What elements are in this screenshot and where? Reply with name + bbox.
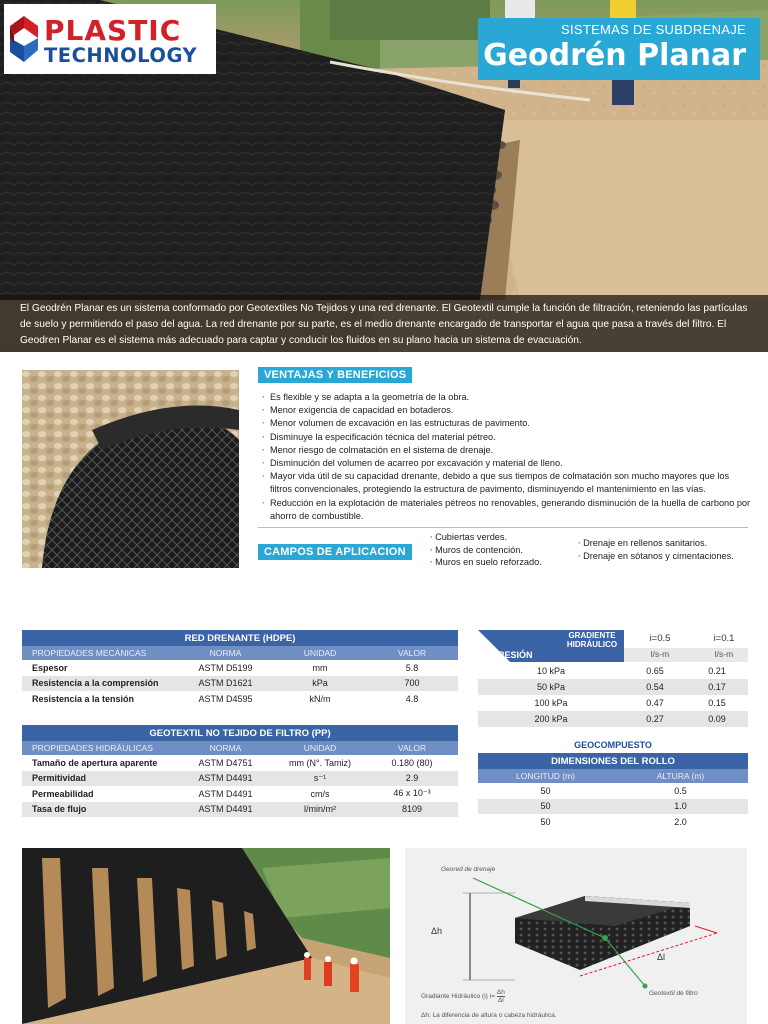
table-row: Tasa de flujo ASTM D4491 l/min/m² 8109 xyxy=(22,802,458,818)
table-title: RED DRENANTE (HDPE) xyxy=(22,630,458,646)
list-item: · Disminuye la especificación técnica del material pétreo. xyxy=(262,431,752,444)
list-item: · Muros en suelo reforzado. xyxy=(430,557,542,567)
applications-list-2 xyxy=(578,537,734,562)
installation-photo-image xyxy=(22,848,390,1024)
geored-label: Geored de drenaje xyxy=(441,866,496,873)
product-title: Geodrén Planar xyxy=(483,38,746,73)
benefits-list xyxy=(262,391,752,523)
unit-col-2: l/s-m xyxy=(714,649,734,659)
list-item: · Muros de contención. xyxy=(430,544,523,555)
intro-text: El Geodrén Planar es un sistema conformado por Geotextiles No Tejidos y una red drenante. El Geotextil cumple la función de filtración, reteniendo las partículas de suelo y permitiendo el paso del agua. La red drenante por su parte, es el medio drenante encargado de transportar el agua que pasa a través del filtro. El Geodren Planar es el sistema más adecuado para captar y conducir los fluidos en su plano hacia un sistema de evacuación. xyxy=(20,303,748,346)
table-header: ALTURA (m) xyxy=(613,769,748,783)
brand-logo xyxy=(4,4,216,74)
table-header: NORMA xyxy=(177,741,274,755)
bullet-icon: · xyxy=(430,532,434,542)
product-title-box xyxy=(478,18,760,80)
list-item: · Drenaje en rellenos sanitarios. xyxy=(578,538,708,548)
list-item: · Reducción en la explotación de materiales pétreos no renovables, generando disminución de la huella de carbono por ahorro de combustible. xyxy=(262,497,752,523)
table-header: UNIDAD xyxy=(274,646,366,660)
list-item: · Mayor vida útil de su capacidad drenante, debido a que sus tiempos de colmatación son mucho mayores que los filtros convencionales, protegiendo la estructura de pavimento, disminuyendo el mantenimiento en las vías. xyxy=(262,470,752,496)
list-item: · Menor riesgo de colmatación en el sistema de drenaje. xyxy=(262,444,752,457)
table-header: VALOR xyxy=(366,741,458,755)
table-header: VALOR xyxy=(366,646,458,660)
pressure-table xyxy=(478,663,748,727)
gradient-label: GRADIENTE HIDRÁULICO xyxy=(566,631,618,649)
list-item: · Menor exigencia de capacidad en botaderos. xyxy=(262,404,752,417)
table-header: NORMA xyxy=(177,646,274,660)
bullet-icon: · xyxy=(578,550,582,561)
table-title: GEOTEXTIL NO TEJIDO DE FILTRO (PP) xyxy=(22,725,458,741)
product-photo xyxy=(22,370,239,568)
delta-l-label: Δl xyxy=(657,952,666,962)
table-header: LONGITUD (m) xyxy=(478,769,613,783)
gradient-col-1: i=0.5 xyxy=(649,633,671,644)
table-row: Tamaño de apertura aparente ASTM D4751 mm (N°. Tamiz) 0.180 (80) xyxy=(32,757,433,768)
table-row: Espesor ASTM D5199 mm 5.8 xyxy=(32,662,419,673)
hero-banner xyxy=(0,0,768,352)
table-row: Resistencia a la comprensión ASTM D1621 kPa 700 xyxy=(22,676,458,692)
brand-logo-icon xyxy=(10,16,40,62)
applications-list-1 xyxy=(430,531,542,569)
table-row: 50 2.0 xyxy=(540,816,687,827)
red-drenante-table xyxy=(22,630,458,707)
applications-heading: CAMPOS DE APLICACION xyxy=(258,544,412,560)
table-header: PROPIEDADES HIDRÁULICAS xyxy=(22,741,177,755)
roll-table xyxy=(478,753,748,830)
product-category: SISTEMAS DE SUBDRENAJE xyxy=(560,22,746,37)
bullet-icon: · xyxy=(430,544,434,555)
intro-band xyxy=(0,295,768,352)
table-header: PROPIEDADES MECÁNICAS xyxy=(22,646,177,660)
section-divider xyxy=(258,527,748,528)
unit-col-1: l/s-m xyxy=(650,649,670,659)
table-row: 10 kPa 0.65 0.21 xyxy=(536,666,726,676)
brand-name-line2: TECHNOLOGY xyxy=(44,44,198,67)
table-row: Permeabilidad ASTM D4491 cm/s 46 x 10⁻³ xyxy=(32,788,431,799)
delta-h-label: Δh xyxy=(431,926,443,936)
hydraulic-diagram xyxy=(405,848,747,1024)
list-item: · Drenaje en sótanos y cimentaciones. xyxy=(578,550,734,561)
bullet-icon: · xyxy=(430,557,434,567)
list-item: · Menor volumen de excavación en las estructuras de pavimento. xyxy=(262,417,752,430)
list-item: · Disminución del volumen de acarreo por excavación y material de lleno. xyxy=(262,457,752,470)
table-row: Permitividad ASTM D4491 s⁻¹ 2.9 xyxy=(22,771,458,787)
table-title: DIMENSIONES DEL ROLLO xyxy=(478,753,748,769)
geotextil-table xyxy=(22,725,458,817)
table-header: UNIDAD xyxy=(274,741,366,755)
table-row: 200 kPa 0.27 0.09 xyxy=(478,711,748,727)
list-item: · Es flexible y se adapta a la geometría de la obra. xyxy=(262,391,752,404)
brand-name-line1: PLASTIC xyxy=(44,14,182,47)
table-row: Resistencia a la tensión ASTM D4595 kN/m 4.8 xyxy=(32,693,419,704)
list-item: · Cubiertas verdes. xyxy=(430,532,508,542)
table-row: 50 0.5 xyxy=(540,785,687,796)
installation-photo xyxy=(22,848,390,1024)
product-photo-image xyxy=(22,370,239,568)
geocompuesto-label: GEOCOMPUESTO xyxy=(574,740,652,750)
bullet-icon: · xyxy=(578,538,582,548)
pressure-label: PRESIÓN xyxy=(492,650,533,660)
table-row: 50 kPa 0.54 0.17 xyxy=(478,679,748,695)
benefits-heading: VENTAJAS Y BENEFICIOS xyxy=(258,367,412,383)
table-row: 100 kPa 0.47 0.15 xyxy=(534,698,726,708)
gradient-col-2: i=0.1 xyxy=(713,633,735,644)
geotextil-label: Geotextil de filtro xyxy=(649,990,698,997)
diagram-footnote: Δh: La diferencia de altura o cabeza hidráulica. xyxy=(421,1012,557,1019)
gradient-formula: Gradiante Hidráulico (i) i= $\frac{\Delta h}{\Delta l}$ xyxy=(421,989,505,1004)
table-row: 50 1.0 xyxy=(478,799,748,815)
